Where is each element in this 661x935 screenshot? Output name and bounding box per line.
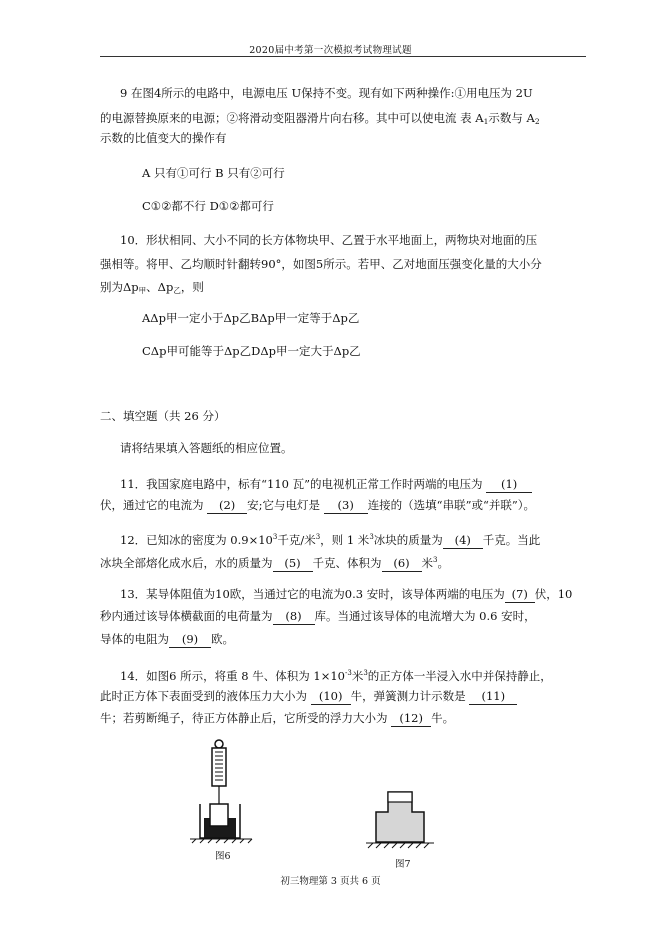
answer-blank-5[interactable]: (5) (273, 555, 313, 572)
q10-line2: 强相等。将甲、乙均顺时针翻转90°，如图5所示。若甲、乙对地面压强变化量的大小分 (100, 257, 542, 271)
q10-line3-b: 、Δp (146, 280, 174, 294)
answer-blank-11[interactable]: (11) (469, 688, 517, 705)
q13-text-a2: 伏，10 (534, 587, 573, 601)
q12-text-d: 千克、体积为 (312, 556, 382, 570)
beaker-icon (190, 804, 252, 843)
q9-line2-text-a: 的电源替换原来的电源；②将滑动变阻器滑片向右移。其中可以使电流 表 A (100, 111, 484, 125)
page-header: 2020届中考第一次模拟考试物理试题 (249, 45, 412, 56)
figure-6-caption: 图6 (215, 851, 231, 862)
q9-options-ab: A 只有①可行 B 只有②可行 (142, 166, 285, 180)
q12-sup-1: 3 (272, 533, 278, 541)
q10-line3-c: ，则 (180, 280, 204, 294)
q10-line3 (100, 279, 204, 299)
answer-blank-2[interactable]: (2) (207, 497, 247, 514)
q10-line3-a: 别为Δp (100, 280, 139, 294)
q12-text-a: 12．已知冰的密度为 0.9×10 (120, 533, 273, 547)
q13-line2 (100, 608, 536, 625)
q10-options-ab: AΔp甲一定小于Δp乙BΔp甲一定等于Δp乙 (142, 311, 360, 325)
q14-text-f: 牛。 (431, 711, 455, 725)
q13-text-c: 秒内通过该导体横截面的电荷量为 (100, 609, 273, 623)
q12-line2 (100, 552, 449, 572)
q12-text-a5: 千克。当此 (482, 533, 541, 547)
q10-options-cd: CΔp甲可能等于Δp乙DΔp甲一定大于Δp乙 (142, 344, 361, 358)
q14-line2 (100, 688, 517, 705)
answer-blank-1[interactable]: (1) (486, 476, 532, 493)
q12-sup-2: 3 (315, 533, 321, 541)
q14-text-c: 此时正方体下表面受到的液体压力大小为 (100, 689, 307, 703)
q10-line1: 10．形状相同、大小不同的长方体物块甲、乙置于水平地面上，两物块对地面的压 (120, 233, 538, 247)
answer-blank-10[interactable]: (10) (311, 688, 351, 705)
q13-line3 (100, 631, 234, 648)
q14-text-a2: 米 (351, 669, 364, 683)
q10-sub-jia: 甲 (138, 286, 147, 295)
section2-title: 二、填空题（共 26 分） (100, 409, 226, 423)
q9-line3: 示数的比值变大的操作有 (100, 131, 227, 145)
q9-line2: 的电源替换原来的电源；②将滑动变阻器滑片向右移。其中可以使电流 表 $A_1$示数与 $A_2$ (100, 111, 540, 126)
q12-sup-3: 3 (369, 533, 374, 541)
q12-sup-4: 3 (433, 556, 438, 564)
q14-text-e: 牛；若剪断绳子，待正方体静止后，它所受的浮力大小为 (100, 711, 388, 725)
container-icon (366, 792, 434, 848)
q13-text-e: 导体的电阻为 (100, 632, 169, 646)
q9-options-cd: C①②都不行 D①②都可行 (142, 199, 274, 213)
q13-text-f: 欧。 (211, 632, 234, 646)
spring-scale-icon (212, 740, 226, 804)
q14-text-d: 牛，弹簧测力计示数是 (350, 689, 466, 703)
page-footer: 初三物理第 3 页共 6 页 (280, 876, 381, 887)
q14-sup-2: 3 (363, 669, 368, 677)
q10-sub-yi: 乙 (173, 286, 181, 295)
q13-line1 (120, 586, 572, 603)
answer-blank-6[interactable]: (6) (382, 555, 422, 572)
q9-line2-text-b: 示数与 A (488, 111, 535, 125)
q13-text-d: 库。当通过该导体的电流增大为 0.6 安时， (314, 609, 536, 623)
answer-blank-3[interactable]: (3) (324, 497, 368, 514)
header-rule (100, 56, 586, 57)
q12-text-a3: ，则 1 米 (320, 533, 370, 547)
q11-text-d: 安;它与电灯是 (247, 498, 321, 512)
q12-text-a4: 冰块的质量为 (373, 533, 443, 547)
figure-7-caption: 图7 (395, 859, 411, 870)
q12-text-f: 。 (437, 556, 449, 570)
answer-blank-12[interactable]: (12) (391, 710, 431, 727)
q12-text-c: 冰块全部熔化成水后，水的质量为 (100, 556, 273, 570)
q11-line2 (100, 497, 535, 514)
answer-blank-9[interactable]: (9) (169, 631, 211, 648)
q12-text-a2: 千克/米 (277, 533, 316, 547)
q14-text-a: 14．如图6 所示，将重 8 牛、体积为 1×10 (120, 669, 345, 683)
q11-text-c: 伏，通过它的电流为 (100, 498, 204, 512)
q13-text-a: 13．某导体阻值为10欧，当通过它的电流为0.3 安时，该导体两端的电压为 (120, 587, 505, 601)
figure-6-diagram (190, 738, 260, 848)
q14-line3 (100, 710, 454, 727)
q14-text-a3: 的正方体一半浸入水中并保持静止， (367, 669, 552, 683)
q11-text-a: 11．我国家庭电路中，标有“110 瓦”的电视机正常工作时两端的电压为 (120, 477, 483, 491)
q11-text-e: 连接的（选填“串联”或“并联”）。 (367, 498, 535, 512)
q14-line1 (120, 665, 552, 684)
figure-7-diagram (366, 790, 436, 852)
section2-instruction: 请将结果填入答题纸的相应位置。 (120, 441, 293, 455)
answer-blank-4[interactable]: (4) (443, 532, 483, 549)
q12-line1 (120, 529, 540, 549)
answer-blank-8[interactable]: (8) (273, 608, 315, 625)
q9-line1: 9 在图4所示的电路中，电源电压 U保持不变。现有如下两种操作:①用电压为 2U (120, 86, 533, 100)
q12-text-e: 米 (421, 556, 433, 570)
q11-line1 (120, 476, 532, 493)
q14-sup-1: -3 (344, 669, 352, 677)
answer-blank-7[interactable]: (7) (505, 586, 535, 603)
